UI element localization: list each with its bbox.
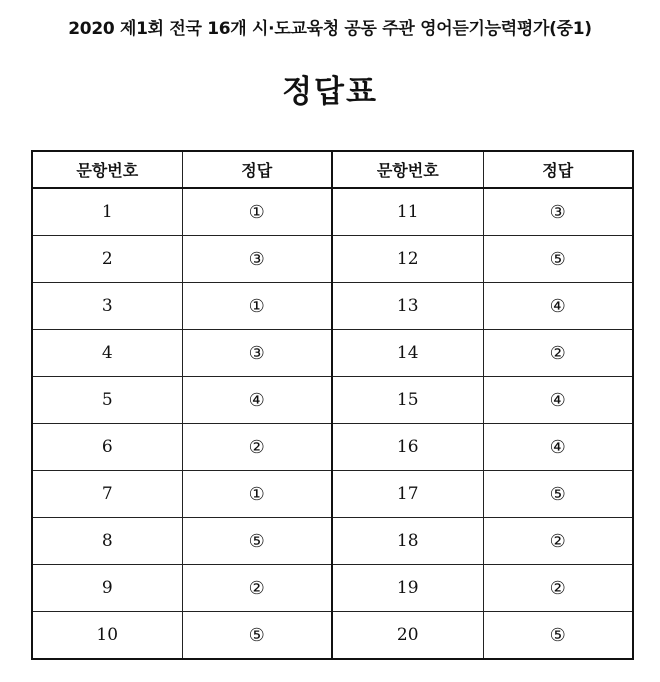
question-number: 20 <box>332 612 483 660</box>
answer-value: ④ <box>483 283 633 330</box>
question-number: 2 <box>32 236 182 283</box>
table-row <box>32 424 633 471</box>
question-number: 1 <box>32 188 182 236</box>
question-number: 9 <box>32 565 182 612</box>
question-number: 14 <box>332 330 483 377</box>
table-row <box>32 612 633 660</box>
question-number: 6 <box>32 424 182 471</box>
table-row <box>32 518 633 565</box>
answer-value: ④ <box>483 377 633 424</box>
question-number: 18 <box>332 518 483 565</box>
column-header-answer: 정답 <box>182 151 332 188</box>
answer-value: ② <box>483 330 633 377</box>
question-number: 3 <box>32 283 182 330</box>
question-number: 13 <box>332 283 483 330</box>
question-number: 10 <box>32 612 182 660</box>
answer-value: ① <box>182 283 332 330</box>
table-row <box>32 188 633 236</box>
question-number: 8 <box>32 518 182 565</box>
question-number: 7 <box>32 471 182 518</box>
answer-value: ⑤ <box>483 236 633 283</box>
table-row <box>32 471 633 518</box>
exam-header: 2020 제1회 전국 16개 시·도교육청 공동 주관 영어듣기능력평가(중1) <box>68 19 592 39</box>
answer-value: ② <box>182 565 332 612</box>
answer-value: ① <box>182 188 332 236</box>
column-header-answer: 정답 <box>483 151 633 188</box>
answer-value: ③ <box>182 236 332 283</box>
answer-value: ⑤ <box>483 612 633 660</box>
column-header-question-number: 문항번호 <box>32 151 182 188</box>
question-number: 17 <box>332 471 483 518</box>
table-header-row <box>32 151 633 188</box>
answer-value: ⑤ <box>182 612 332 660</box>
question-number: 5 <box>32 377 182 424</box>
table-row <box>32 283 633 330</box>
answer-value: ② <box>483 518 633 565</box>
answer-value: ⑤ <box>182 518 332 565</box>
answer-value: ④ <box>182 377 332 424</box>
answer-table <box>31 150 634 660</box>
answer-value: ① <box>182 471 332 518</box>
question-number: 4 <box>32 330 182 377</box>
answer-value: ⑤ <box>483 471 633 518</box>
table-row <box>32 565 633 612</box>
question-number: 12 <box>332 236 483 283</box>
question-number: 11 <box>332 188 483 236</box>
table-row <box>32 330 633 377</box>
question-number: 19 <box>332 565 483 612</box>
answer-value: ③ <box>182 330 332 377</box>
column-header-question-number: 문항번호 <box>332 151 483 188</box>
table-row <box>32 236 633 283</box>
question-number: 15 <box>332 377 483 424</box>
answer-value: ④ <box>483 424 633 471</box>
table-row <box>32 377 633 424</box>
answer-value: ③ <box>483 188 633 236</box>
question-number: 16 <box>332 424 483 471</box>
answer-value: ② <box>182 424 332 471</box>
answer-value: ② <box>483 565 633 612</box>
page-title: 정답표 <box>282 74 378 110</box>
